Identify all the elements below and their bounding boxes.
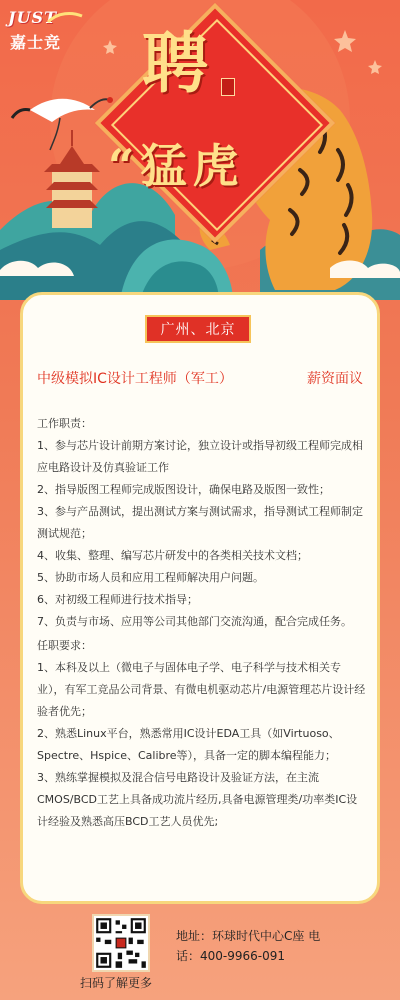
logo-chinese: 嘉士竞 <box>10 33 62 52</box>
contact-info <box>176 926 320 966</box>
duty-item: 7、负责与市场、应用等公司其他部门交流沟通，配合完成任务。 <box>37 615 352 628</box>
requirement-item: 3、熟练掌握模拟及混合信号电路设计及验证方法，在主流CMOS/BCD工艺上具备成功流片经历,具备电源管理类/功率类IC设计经验及熟悉高压BCD工艺人员优先; <box>37 771 358 828</box>
duty-item: 3、参与产品测试，提出测试方案与测试需求，指导测试工程师制定测试规范； <box>37 505 363 540</box>
address-text: 地址：环球时代中心C座 电 <box>176 929 321 943</box>
requirements-section <box>37 635 367 833</box>
headline-main: 聘 <box>142 24 208 102</box>
job-card <box>20 292 380 904</box>
requirement-item: 2、熟悉Linux平台，熟悉常用IC设计EDA工具（如Virtuoso、Spectre、Hspice、Calibre等），具备一定的脚本编程能力； <box>37 727 340 762</box>
duties-title: 工作职责： <box>37 417 92 430</box>
location-text: 广州、北京 <box>160 322 236 338</box>
salary-text: 薪资面议 <box>307 371 363 387</box>
duty-item: 2、指导版图工程师完成版图设计，确保电路及版图一致性； <box>37 483 330 496</box>
duty-item: 6、对初级工程师进行技术指导； <box>37 593 198 606</box>
logo-swoosh-icon <box>46 10 84 26</box>
location-badge <box>145 315 251 343</box>
duty-item: 1、参与芯片设计前期方案讨论，独立设计或指导初级工程师完成相应电路设计及仿真验证工作 <box>37 439 363 474</box>
phone-text: 话：400-9966-091 <box>176 949 286 963</box>
job-title: 中级模拟IC设计工程师（军工） <box>37 371 233 387</box>
qr-code-icon[interactable] <box>92 914 150 972</box>
requirements-title: 任职要求： <box>37 639 92 652</box>
duty-item: 4、收集、整理、编写芯片研发中的各类相关技术文档； <box>37 549 308 562</box>
brand-logo <box>8 8 84 58</box>
headline-sub: “猛虎 <box>108 139 245 193</box>
job-header <box>37 368 363 388</box>
duty-item: 5、协助市场人员和应用工程师解决用户问题。 <box>37 571 264 584</box>
hero-banner <box>0 0 400 300</box>
logo-english: JUST <box>8 8 57 27</box>
qr-caption: 扫码了解更多 <box>80 976 153 990</box>
seal-stamp <box>221 78 235 96</box>
requirement-item: 1、本科及以上（微电子与固体电子学、电子科学与技术相关专业），有军工竞品公司背景、有微电机驱动芯片/电源管理芯片设计经验者优先； <box>37 661 366 718</box>
duties-section <box>37 413 367 633</box>
